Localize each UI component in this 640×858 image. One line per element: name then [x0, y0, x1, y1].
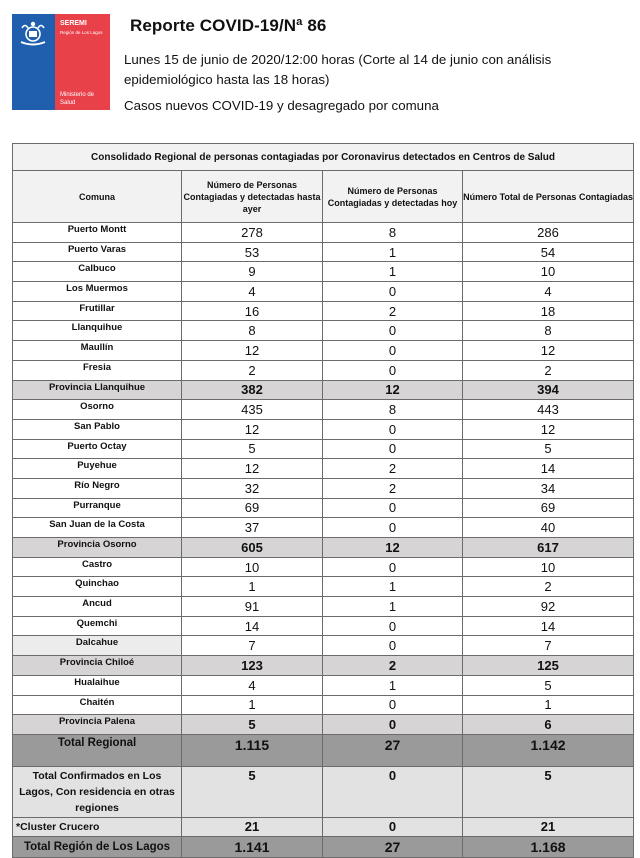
hasta-ayer-cell: 7 — [182, 636, 323, 656]
col-header-comuna: Comuna — [13, 171, 182, 223]
col-header-total: Número Total de Personas Contagiadas — [463, 171, 634, 223]
hoy-cell: 27 — [323, 836, 463, 857]
logo-blue-panel — [12, 14, 55, 110]
hoy-cell: 12 — [323, 380, 463, 400]
comuna-cell: Río Negro — [13, 478, 182, 498]
table-row — [13, 636, 634, 656]
total-cell: 34 — [463, 478, 634, 498]
comuna-cell: Provincia Osorno — [13, 538, 182, 558]
hasta-ayer-cell: 53 — [182, 242, 323, 262]
table-row — [13, 557, 634, 577]
comuna-cell: Total Regional — [13, 734, 182, 766]
logo-seremi: SEREMI — [60, 20, 87, 27]
total-cell: 40 — [463, 518, 634, 538]
comuna-cell: Purranque — [13, 498, 182, 518]
comuna-cell: Provincia Chiloé — [13, 656, 182, 676]
otras-regiones-row — [13, 766, 634, 817]
total-regional-row — [13, 734, 634, 766]
comuna-cell: Maullín — [13, 341, 182, 361]
comuna-cell: San Juan de la Costa — [13, 518, 182, 538]
hoy-cell: 12 — [323, 538, 463, 558]
total-cell: 18 — [463, 301, 634, 321]
hasta-ayer-cell: 5 — [182, 715, 323, 735]
hoy-cell: 0 — [323, 817, 463, 836]
total-cell: 1.142 — [463, 734, 634, 766]
hoy-cell: 0 — [323, 766, 463, 817]
table-caption-row — [13, 144, 634, 171]
total-cell: 12 — [463, 419, 634, 439]
hasta-ayer-cell: 9 — [182, 262, 323, 282]
total-cell: 8 — [463, 321, 634, 341]
table-header-row — [13, 171, 634, 223]
hoy-cell: 1 — [323, 675, 463, 695]
hasta-ayer-cell: 4 — [182, 675, 323, 695]
hoy-cell: 0 — [323, 341, 463, 361]
total-cell: 394 — [463, 380, 634, 400]
table-row — [13, 419, 634, 439]
total-cell: 5 — [463, 675, 634, 695]
comuna-cell: Total Confirmados en Los Lagos, Con residencia en otras regiones — [13, 766, 182, 817]
comuna-cell: Castro — [13, 557, 182, 577]
total-cell: 1 — [463, 695, 634, 715]
comuna-cell: Total Región de Los Lagos — [13, 836, 182, 857]
hasta-ayer-cell: 32 — [182, 478, 323, 498]
province-subtotal-row — [13, 715, 634, 735]
province-subtotal-row — [13, 380, 634, 400]
table-row — [13, 341, 634, 361]
hasta-ayer-cell: 5 — [182, 766, 323, 817]
hasta-ayer-cell: 12 — [182, 419, 323, 439]
total-cell: 4 — [463, 282, 634, 302]
total-cell: 2 — [463, 360, 634, 380]
table-row — [13, 597, 634, 617]
hasta-ayer-cell: 37 — [182, 518, 323, 538]
total-cell: 21 — [463, 817, 634, 836]
comuna-cell: Los Muermos — [13, 282, 182, 302]
table-row — [13, 400, 634, 420]
report-subtitle: Casos nuevos COVID-19 y desagregado por comuna — [124, 98, 439, 113]
hasta-ayer-cell: 8 — [182, 321, 323, 341]
hasta-ayer-cell: 69 — [182, 498, 323, 518]
hoy-cell: 0 — [323, 695, 463, 715]
hasta-ayer-cell: 435 — [182, 400, 323, 420]
comuna-cell: Ancud — [13, 597, 182, 617]
comuna-cell: Provincia Palena — [13, 715, 182, 735]
hoy-cell: 1 — [323, 577, 463, 597]
comuna-cell: *Cluster Crucero — [13, 817, 182, 836]
seremi-logo — [12, 14, 110, 110]
total-cell: 12 — [463, 341, 634, 361]
hasta-ayer-cell: 1 — [182, 695, 323, 715]
hoy-cell: 8 — [323, 223, 463, 243]
hoy-cell: 0 — [323, 321, 463, 341]
comuna-cell: Dalcahue — [13, 636, 182, 656]
table-row — [13, 616, 634, 636]
total-cell: 6 — [463, 715, 634, 735]
hoy-cell: 0 — [323, 616, 463, 636]
comuna-cell: San Pablo — [13, 419, 182, 439]
table-row — [13, 478, 634, 498]
hasta-ayer-cell: 382 — [182, 380, 323, 400]
total-cell: 7 — [463, 636, 634, 656]
total-region-row — [13, 836, 634, 857]
hoy-cell: 0 — [323, 282, 463, 302]
hasta-ayer-cell: 1.115 — [182, 734, 323, 766]
comuna-cell: Puyehue — [13, 459, 182, 479]
comuna-cell: Puerto Montt — [13, 223, 182, 243]
hasta-ayer-cell: 4 — [182, 282, 323, 302]
col-header-hasta-ayer: Número de Personas Contagiadas y detectadas hasta ayer — [182, 171, 323, 223]
comuna-cell: Quinchao — [13, 577, 182, 597]
cases-table — [12, 143, 634, 858]
table-caption: Consolidado Regional de personas contagiadas por Coronavirus detectados en Centros de Salud — [13, 144, 634, 171]
hasta-ayer-cell: 5 — [182, 439, 323, 459]
hoy-cell: 0 — [323, 557, 463, 577]
hoy-cell: 0 — [323, 636, 463, 656]
table-row — [13, 282, 634, 302]
total-cell: 125 — [463, 656, 634, 676]
comuna-cell: Fresia — [13, 360, 182, 380]
total-cell: 5 — [463, 766, 634, 817]
comuna-cell: Llanquihue — [13, 321, 182, 341]
col-header-hoy: Número de Personas Contagiadas y detectadas hoy — [323, 171, 463, 223]
hoy-cell: 2 — [323, 301, 463, 321]
hasta-ayer-cell: 91 — [182, 597, 323, 617]
total-cell: 617 — [463, 538, 634, 558]
hasta-ayer-cell: 605 — [182, 538, 323, 558]
hasta-ayer-cell: 12 — [182, 459, 323, 479]
total-cell: 14 — [463, 616, 634, 636]
table-row — [13, 262, 634, 282]
total-cell: 5 — [463, 439, 634, 459]
comuna-cell: Quemchi — [13, 616, 182, 636]
table-row — [13, 675, 634, 695]
hasta-ayer-cell: 21 — [182, 817, 323, 836]
comuna-cell: Hualaihue — [13, 675, 182, 695]
hasta-ayer-cell: 12 — [182, 341, 323, 361]
hoy-cell: 0 — [323, 498, 463, 518]
hoy-cell: 27 — [323, 734, 463, 766]
table-row — [13, 242, 634, 262]
table-row — [13, 321, 634, 341]
logo-red-panel — [55, 14, 110, 110]
total-cell: 54 — [463, 242, 634, 262]
hasta-ayer-cell: 10 — [182, 557, 323, 577]
table-row — [13, 459, 634, 479]
comuna-cell: Chaitén — [13, 695, 182, 715]
cluster-crucero-row — [13, 817, 634, 836]
logo-region: Región de Los Lagos — [60, 30, 103, 35]
report-date-line: Lunes 15 de junio de 2020/12:00 horas (Corte al 14 de junio con análisis epidemiológico hasta las 18 horas) — [124, 52, 552, 87]
province-subtotal-row — [13, 538, 634, 558]
total-cell: 14 — [463, 459, 634, 479]
comuna-cell: Frutillar — [13, 301, 182, 321]
comuna-cell: Osorno — [13, 400, 182, 420]
total-cell: 2 — [463, 577, 634, 597]
hoy-cell: 0 — [323, 439, 463, 459]
total-cell: 286 — [463, 223, 634, 243]
hoy-cell: 2 — [323, 459, 463, 479]
total-cell: 443 — [463, 400, 634, 420]
hasta-ayer-cell: 278 — [182, 223, 323, 243]
hoy-cell: 0 — [323, 360, 463, 380]
hasta-ayer-cell: 16 — [182, 301, 323, 321]
comuna-cell: Puerto Varas — [13, 242, 182, 262]
coat-of-arms-icon — [18, 20, 48, 48]
total-cell: 10 — [463, 557, 634, 577]
hoy-cell: 0 — [323, 419, 463, 439]
total-cell: 1.168 — [463, 836, 634, 857]
hoy-cell: 0 — [323, 715, 463, 735]
comuna-cell: Calbuco — [13, 262, 182, 282]
hoy-cell: 8 — [323, 400, 463, 420]
table-row — [13, 439, 634, 459]
hoy-cell: 1 — [323, 242, 463, 262]
total-cell: 92 — [463, 597, 634, 617]
hasta-ayer-cell: 1.141 — [182, 836, 323, 857]
comuna-cell: Provincia Llanquihue — [13, 380, 182, 400]
table-row — [13, 577, 634, 597]
hoy-cell: 1 — [323, 597, 463, 617]
hasta-ayer-cell: 1 — [182, 577, 323, 597]
hoy-cell: 0 — [323, 518, 463, 538]
hoy-cell: 2 — [323, 656, 463, 676]
table-row — [13, 498, 634, 518]
table-row — [13, 301, 634, 321]
total-cell: 69 — [463, 498, 634, 518]
logo-ministerio: Ministerio de Salud — [60, 92, 95, 106]
table-row — [13, 518, 634, 538]
province-subtotal-row — [13, 656, 634, 676]
total-cell: 10 — [463, 262, 634, 282]
hoy-cell: 2 — [323, 478, 463, 498]
comuna-cell: Puerto Octay — [13, 439, 182, 459]
report-title: Reporte COVID-19/Nª 86 — [130, 16, 327, 35]
table-row — [13, 223, 634, 243]
hasta-ayer-cell: 123 — [182, 656, 323, 676]
hasta-ayer-cell: 2 — [182, 360, 323, 380]
table-row — [13, 695, 634, 715]
hasta-ayer-cell: 14 — [182, 616, 323, 636]
table-row — [13, 360, 634, 380]
hoy-cell: 1 — [323, 262, 463, 282]
